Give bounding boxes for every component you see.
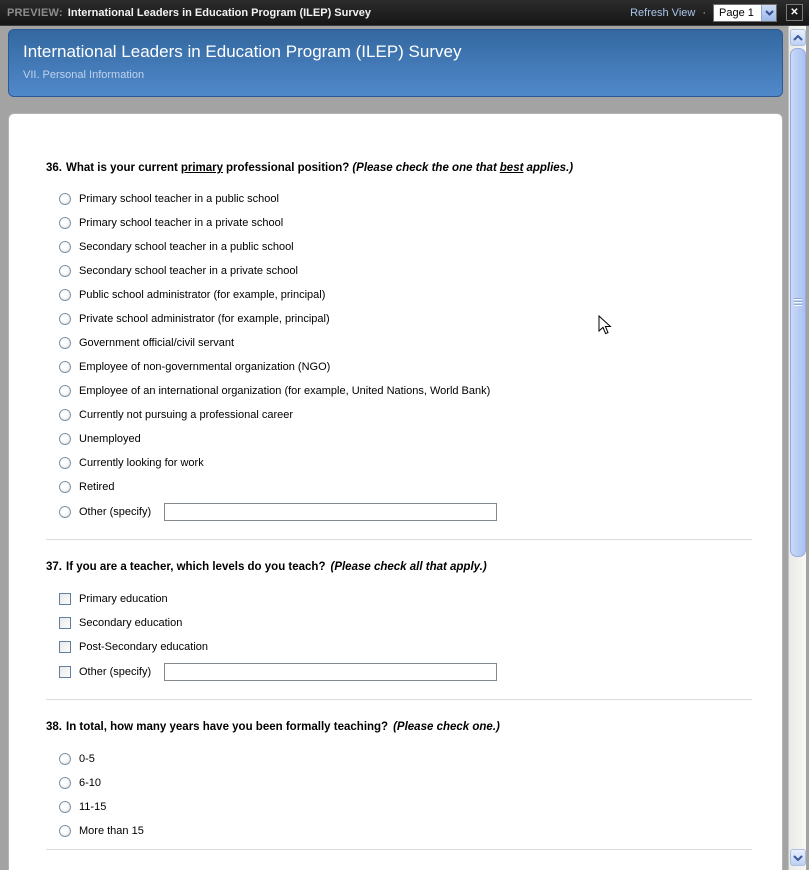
question-37-number: 37. — [46, 561, 62, 573]
radio-option-row — [46, 379, 752, 403]
preview-topbar-left — [7, 7, 371, 19]
radio-option-row — [46, 307, 752, 331]
checkbox-option-row — [46, 611, 752, 635]
radio-button[interactable] — [59, 241, 71, 253]
option-label: Primary school teacher in a private school — [79, 217, 284, 229]
question-38-text: In total, how many years have you been formally teaching? — [66, 721, 389, 733]
scroll-down-button[interactable] — [790, 849, 806, 866]
question-37-note: (Please check all that apply.) — [330, 561, 487, 573]
option-label: 11-15 — [79, 801, 107, 813]
page-select-value: Page 1 — [719, 6, 754, 19]
option-label: Government official/civil servant — [79, 337, 235, 349]
survey-title: International Leaders in Education Program (ILEP) Survey — [23, 42, 462, 61]
radio-option-row — [46, 331, 752, 355]
radio-option-row — [46, 795, 752, 819]
question-37-text: If you are a teacher, which levels do you teach? — [66, 561, 326, 573]
section-divider — [46, 849, 752, 850]
option-label: Unemployed — [79, 433, 141, 445]
question-37-options — [46, 587, 752, 685]
radio-option-row — [46, 475, 752, 499]
radio-button[interactable] — [59, 361, 71, 373]
refresh-view-link[interactable]: Refresh View — [630, 6, 696, 19]
question-36-number: 36. — [46, 162, 62, 174]
checkbox-option-row — [46, 635, 752, 659]
option-label: 6-10 — [79, 777, 102, 789]
radio-option-row — [46, 355, 752, 379]
preview-topbar — [0, 0, 809, 26]
question-38-title — [46, 720, 752, 734]
option-label: Other (specify) — [79, 506, 152, 518]
vertical-scrollbar[interactable] — [788, 26, 806, 870]
radio-option-row — [46, 283, 752, 307]
radio-button[interactable] — [59, 457, 71, 469]
question-36-note-underlined-word: best — [499, 162, 524, 174]
chevron-down-icon[interactable] — [761, 5, 776, 21]
option-label: Employee of non-governmental organization (NGO) — [79, 361, 331, 373]
radio-option-row — [46, 819, 752, 843]
radio-option-row — [46, 403, 752, 427]
option-label: More than 15 — [79, 825, 144, 837]
question-36-text-after: professional position? — [226, 162, 350, 174]
option-label: Currently not pursuing a professional career — [79, 409, 294, 421]
radio-option-row — [46, 747, 752, 771]
radio-option-row — [46, 771, 752, 795]
radio-option-row — [46, 427, 752, 451]
checkbox[interactable] — [59, 593, 71, 605]
radio-button[interactable] — [59, 753, 71, 765]
question-38-number: 38. — [46, 721, 62, 733]
radio-button[interactable] — [59, 337, 71, 349]
chevron-up-icon — [793, 35, 803, 41]
other-specify-input[interactable] — [164, 503, 497, 521]
option-label: Primary school teacher in a public school — [79, 193, 279, 205]
radio-button[interactable] — [59, 217, 71, 229]
radio-button[interactable] — [59, 777, 71, 789]
close-button[interactable] — [786, 4, 803, 21]
section-divider — [46, 539, 752, 540]
checkbox[interactable] — [59, 641, 71, 653]
radio-option-row — [46, 211, 752, 235]
question-36-options — [46, 187, 752, 525]
checkbox-option-row-other — [46, 659, 752, 685]
question-38-options — [46, 747, 752, 843]
option-label: Private school administrator (for example, principal) — [79, 313, 330, 325]
radio-button[interactable] — [59, 193, 71, 205]
close-icon: ✕ — [790, 7, 799, 18]
survey-page-card — [8, 113, 783, 870]
scroll-up-button[interactable] — [790, 29, 806, 46]
radio-button[interactable] — [59, 506, 71, 518]
checkbox-option-row — [46, 587, 752, 611]
radio-button[interactable] — [59, 409, 71, 421]
scrollbar-thumb[interactable] — [790, 48, 806, 557]
radio-button[interactable] — [59, 385, 71, 397]
radio-button[interactable] — [59, 265, 71, 277]
radio-button[interactable] — [59, 289, 71, 301]
radio-option-row-other — [46, 499, 752, 525]
radio-option-row — [46, 235, 752, 259]
chevron-down-icon — [793, 855, 803, 861]
question-36-note: (Please check the one that — [352, 162, 497, 174]
option-label: Secondary school teacher in a public school — [79, 241, 294, 253]
separator-dot: · — [702, 6, 706, 19]
question-36-underlined-word: primary — [180, 162, 224, 174]
option-label: Employee of an international organization (for example, United Nations, World Bank) — [79, 385, 491, 397]
radio-option-row — [46, 451, 752, 475]
option-label: Secondary school teacher in a private school — [79, 265, 298, 277]
radio-button[interactable] — [59, 481, 71, 493]
radio-button[interactable] — [59, 313, 71, 325]
question-37-title — [46, 560, 752, 574]
radio-option-row — [46, 187, 752, 211]
page-select[interactable] — [713, 4, 777, 22]
radio-button[interactable] — [59, 825, 71, 837]
checkbox[interactable] — [59, 617, 71, 629]
question-38-note: (Please check one.) — [393, 721, 500, 733]
section-divider — [46, 699, 752, 700]
option-label: Public school administrator (for example, principal) — [79, 289, 326, 301]
option-label: Primary education — [79, 593, 168, 605]
question-36-title — [46, 161, 752, 175]
option-label: Currently looking for work — [79, 457, 204, 469]
option-label: Secondary education — [79, 617, 183, 629]
option-label: Retired — [79, 481, 115, 493]
radio-option-row — [46, 259, 752, 283]
preview-topbar-right — [630, 4, 803, 22]
radio-button[interactable] — [59, 801, 71, 813]
radio-button[interactable] — [59, 433, 71, 445]
checkbox[interactable] — [59, 666, 71, 678]
question-36-note-after: applies.) — [526, 162, 574, 174]
option-label: 0-5 — [79, 753, 95, 765]
option-label: Post-Secondary education — [79, 641, 209, 653]
survey-section-subtitle: VII. Personal Information — [23, 69, 145, 81]
option-label: Other (specify) — [79, 666, 152, 678]
preview-window-title: International Leaders in Education Program (ILEP) Survey — [67, 6, 371, 19]
scrollbar-grip — [794, 298, 802, 307]
other-specify-input[interactable] — [164, 663, 497, 681]
survey-banner — [8, 29, 783, 97]
preview-label: PREVIEW: — [7, 6, 63, 19]
question-36-text: What is your current — [66, 162, 178, 174]
